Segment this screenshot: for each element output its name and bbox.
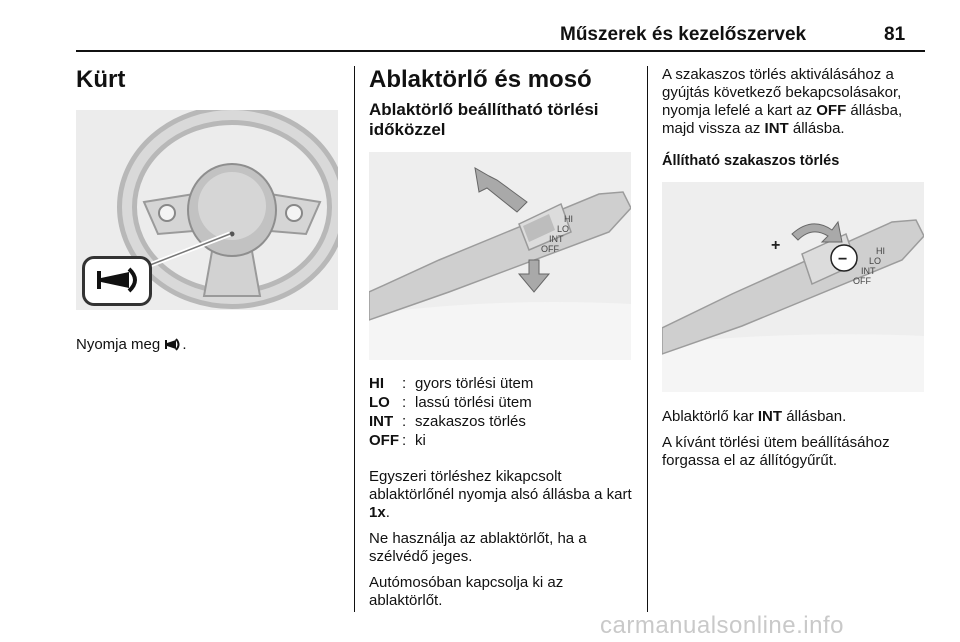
text-run-bold: INT (764, 120, 789, 137)
car-wash-paragraph: Autómosóban kapcsolja ki az ablaktörlőt. (369, 574, 564, 609)
definition-term: HI (369, 375, 384, 392)
text-run: A szakaszos törlés aktiválásához a gyújtás következő bekapcsolásakor, nyomja lefelé a kart az (662, 66, 902, 119)
definition-term: LO (369, 394, 390, 411)
figure-label-lo: LO (557, 224, 570, 234)
adjustable-ring-figure (662, 182, 924, 392)
adjust-ring-paragraph: A kívánt törlési ütem beállításához forgassa el az állítógyűrűt. (662, 434, 890, 469)
definition-desc: ki (415, 432, 426, 449)
horn-icon (85, 259, 149, 303)
figure-label-plus: + (771, 237, 781, 254)
steering-wheel-figure (76, 110, 338, 310)
list-item: OFF : ki (369, 432, 426, 449)
text-run: állásban. (782, 408, 847, 425)
column-divider-2 (647, 66, 648, 612)
interval-activation-paragraph (662, 66, 926, 138)
middle-column (369, 66, 633, 610)
section-heading-horn: Kürt (76, 66, 126, 93)
wiper-stalk-figure (369, 152, 631, 360)
text-run: állásba, majd vissza az (662, 102, 903, 137)
text-run: állásba. (788, 120, 845, 137)
horn-callout-box (82, 256, 152, 306)
text-run-bold: INT (757, 408, 783, 425)
adjustable-ring-illustration (662, 182, 924, 392)
section-heading-wiper: Ablaktörlő és mosó (369, 66, 592, 93)
list-item: LO : lassú törlési ütem (369, 394, 532, 411)
list-item: INT : szakaszos törlés (369, 413, 526, 430)
figure-label-hi: HI (876, 246, 885, 256)
wiper-position-list (369, 374, 633, 450)
definition-desc: szakaszos törlés (415, 413, 526, 430)
figure-label-off: OFF (853, 276, 871, 286)
text-run: . (385, 504, 390, 521)
column-divider-1 (354, 66, 355, 612)
single-wipe-paragraph (369, 468, 633, 522)
list-item: HI : gyors törlési ütem (369, 375, 534, 392)
text-run: Egyszeri törléshez kikapcsolt ablaktörlőnél nyomja alsó állásba a kart (369, 468, 632, 503)
figure-label-minus: − (838, 251, 848, 268)
int-position-paragraph (662, 408, 926, 426)
figure-label-int: INT (861, 266, 876, 276)
subheading-adjustable-interval: Állítható szakaszos törlés (662, 153, 840, 169)
page-number: 81 (884, 24, 906, 45)
watermark: carmanualsonline.info (600, 612, 844, 639)
definition-desc: gyors törlési ütem (415, 375, 534, 392)
figure-label-lo: LO (869, 256, 882, 266)
horn-instruction-end: . (182, 336, 187, 353)
right-column (662, 66, 926, 470)
figure-label-int: INT (549, 234, 564, 244)
definition-term: OFF (369, 432, 399, 449)
figure-label-off: OFF (541, 244, 559, 254)
subheading-interval-wiper: Ablaktörlő beállítható törlési időközzel (369, 100, 599, 139)
wiper-stalk-illustration (369, 152, 631, 360)
page-header-title: Műszerek és kezelőszervek (560, 24, 807, 45)
horn-instruction-text: Nyomja meg (76, 336, 165, 353)
header-rule (76, 50, 925, 52)
icy-windscreen-paragraph: Ne használja az ablaktörlőt, ha a szélvédő jeges. (369, 530, 587, 565)
definition-term: INT (369, 413, 394, 430)
text-run-bold: 1x (369, 504, 386, 521)
figure-label-hi: HI (564, 214, 573, 224)
horn-icon (164, 338, 182, 356)
horn-instruction (76, 336, 341, 356)
left-column (76, 66, 341, 356)
text-run-bold: OFF (816, 102, 847, 119)
text-run: Ablaktörlő kar (662, 408, 758, 425)
definition-desc: lassú törlési ütem (415, 394, 532, 411)
